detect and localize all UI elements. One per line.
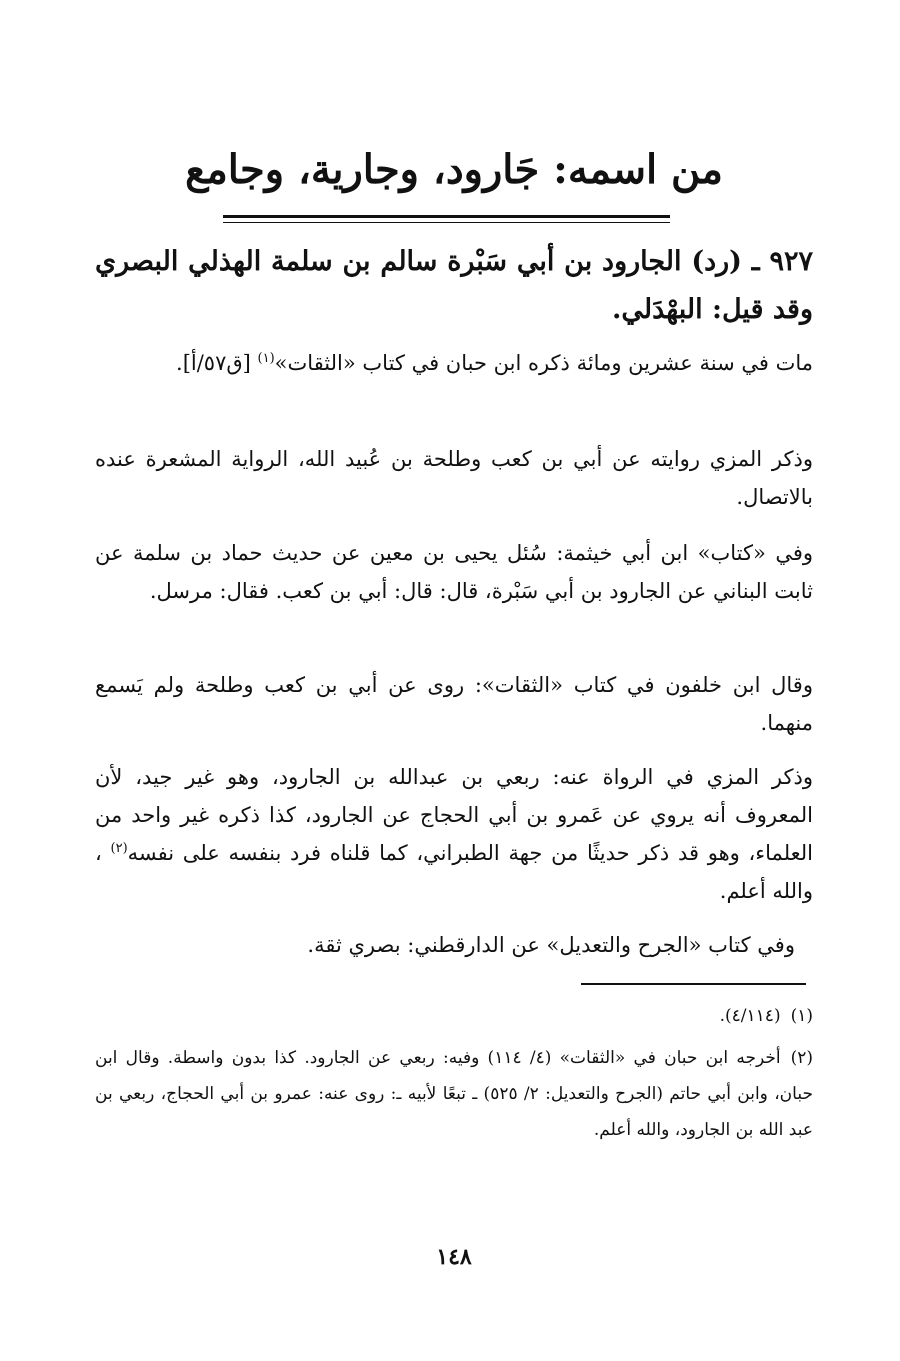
footnote-mark: (١)	[257, 351, 275, 366]
book-page	[95, 0, 813, 1361]
footnote-separator	[581, 983, 806, 985]
paragraph-daraqutni: وفي كتاب «الجرح والتعديل» عن الدارقطني: بصري ثقة.	[307, 933, 795, 957]
footnote-text: أخرجه ابن حبان في «الثقات» (٤/ ١١٤) وفيه: ربعي عن الجارود. كذا بدون واسطة. وقال ابن حبان، وابن أبي حاتم (الجرح والتعديل: ٢/ ٥٢٥) ـ تبعًا لأبيه ـ: روى عنه: عمرو بن أبي الحجاج، ربعي بن عبد الله بن الجارود، والله أعلم.	[95, 1048, 813, 1140]
paragraph-death-year	[95, 344, 813, 382]
footnote-number: (٢)	[790, 1048, 813, 1068]
footnote-number: (١)	[790, 1006, 813, 1026]
page-number: ١٤٨	[436, 1244, 472, 1270]
footnote-mark: (٢)	[110, 841, 128, 856]
paragraph-text-after: ، والله أعلم.	[95, 841, 813, 903]
footnote-1	[95, 998, 813, 1034]
paragraph-text-after: [ق٥٧/أ].	[176, 351, 258, 375]
paragraph-mizzi-narrators	[95, 758, 813, 910]
paragraph-text: مات في سنة عشرين ومائة ذكره ابن حبان في كتاب «الثقات»	[274, 351, 813, 375]
paragraph-mizzi-narration: وذكر المزي روايته عن أبي بن كعب وطلحة بن عُبيد الله، الرواية المشعرة عنده بالاتصال.	[95, 447, 813, 509]
paragraph-ibn-khalfun: وقال ابن خلفون في كتاب «الثقات»: روى عن أبي بن كعب وطلحة ولم يَسمع منهما.	[95, 673, 813, 735]
footnote-2	[95, 1040, 813, 1148]
title-underline	[223, 215, 670, 223]
footnote-text: (٤/١١٤).	[719, 1006, 781, 1026]
paragraph-text: وذكر المزي في الرواة عنه: ربعي بن عبدالله بن الجارود، وهو غير جيد، لأن المعروف أنه يروي عن عَمرو بن أبي الحجاج عن الجارود، كذا ذكره غير واحد من العلماء، وهو قد ذكر حديثًا من جهة الطبراني، كما قلناه فرد بنفسه على نفسه	[95, 765, 814, 865]
entry-heading: ٩٢٧ ـ (رد) الجارود بن أبي سَبْرة سالم بن سلمة الهذلي البصري وقد قيل: البهْدَلي.	[95, 246, 813, 325]
paragraph-ibn-abi-khaythama: وفي «كتاب» ابن أبي خيثمة: سُئل يحيى بن معين عن حديث حماد بن سلمة عن ثابت البناني عن الجارود بن أبي سَبْرة، قال: قال: أبي بن كعب. فقال: مرسل.	[95, 541, 813, 603]
chapter-title: من اسمه: جَارود، وجارية، وجامع	[185, 146, 723, 193]
